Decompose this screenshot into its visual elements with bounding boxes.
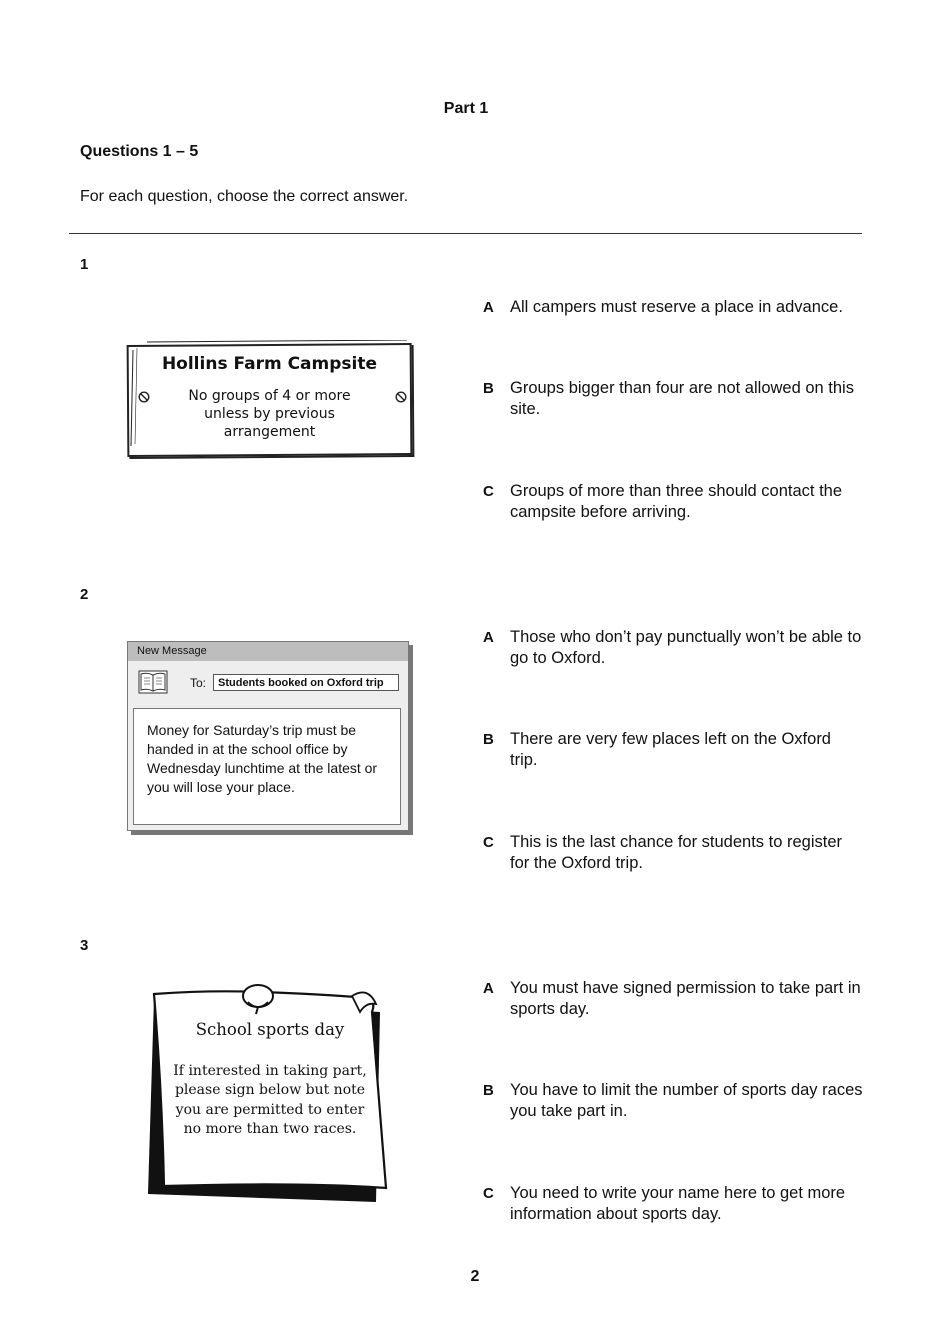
option-text: You have to limit the number of sports day races you take part in. [510,1081,863,1120]
option-1c[interactable] [483,481,863,523]
address-book-icon [138,670,168,694]
option-text: This is the last chance for students to register for the Oxford trip. [510,833,842,872]
instructions: For each question, choose the correct answer. [80,188,409,205]
divider [69,233,862,234]
option-letter: C [483,483,494,500]
option-letter: B [483,380,494,397]
sign-title: Hollins Farm Campsite [161,354,378,374]
option-letter: A [483,980,494,997]
option-letter: A [483,629,494,646]
questions-range: Questions 1 – 5 [80,143,199,160]
option-letter: C [483,834,494,851]
part-title: Part 1 [443,100,489,117]
option-text: You must have signed permission to take part in sports day. [510,979,861,1018]
option-3c[interactable] [483,1183,863,1225]
option-1b[interactable] [483,378,863,420]
sports-day-notice [140,972,394,1204]
option-text: Those who don’t pay punctually won’t be able to go to Oxford. [510,628,862,667]
sign-body: No groups of 4 or more unless by previous arrangement [188,388,351,440]
campsite-sign [127,340,412,456]
email-message [127,641,409,831]
notice-body: If interested in taking part, please sign below but note you are permitted to enter no more than two races. [173,1063,367,1138]
option-letter: B [483,731,494,748]
option-text: Groups bigger than four are not allowed on this site. [510,379,854,418]
prohibited-icon [138,391,150,403]
email-body: Money for Saturday’s trip must be handed in at the school office by Wednesday lunchtime at the latest or you will lose your place. [133,708,401,825]
option-3b[interactable] [483,1080,863,1122]
email-window [127,641,409,831]
option-2c[interactable] [483,832,863,874]
to-label: To: [190,676,207,690]
option-text: There are very few places left on the Oxford trip. [510,730,831,769]
option-3a[interactable] [483,978,863,1020]
question-number: 3 [80,937,89,954]
option-letter: A [483,299,494,316]
to-field: Students booked on Oxford trip [213,674,399,691]
page-number: 2 [470,1268,480,1285]
option-text: All campers must reserve a place in advance. [510,298,843,316]
option-2b[interactable] [483,729,863,771]
notice-title: School sports day [195,1020,345,1039]
option-1a[interactable] [483,297,863,318]
prohibited-icon [395,391,407,403]
option-letter: C [483,1185,494,1202]
option-2a[interactable] [483,627,863,669]
option-text: You need to write your name here to get more information about sports day. [510,1184,846,1223]
option-text: Groups of more than three should contact the campsite before arriving. [510,482,843,521]
question-number: 1 [80,256,89,273]
email-titlebar: New Message [128,642,408,661]
option-letter: B [483,1082,494,1099]
question-number: 2 [80,586,89,603]
